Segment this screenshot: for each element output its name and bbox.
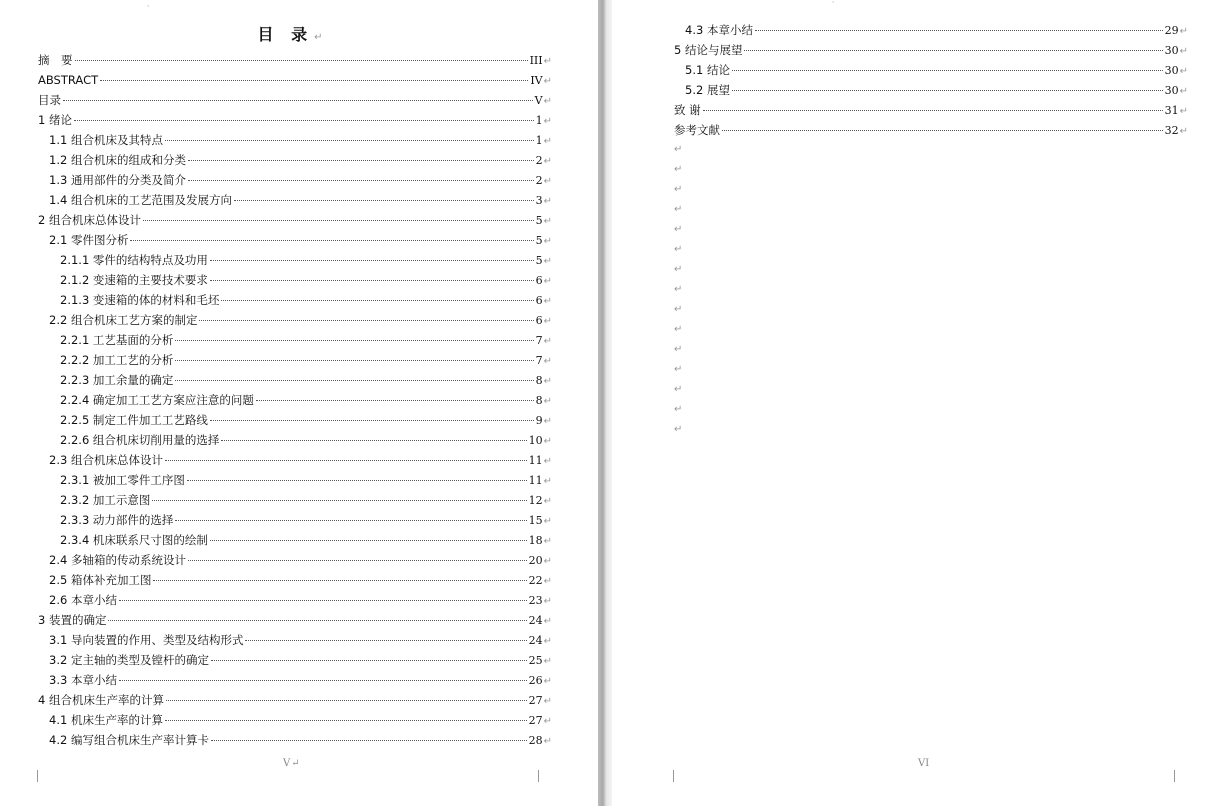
- paragraph-mark-icon: ↵: [543, 616, 552, 627]
- dot-leader: [211, 740, 527, 741]
- paragraph-mark-icon: ↵: [543, 416, 552, 427]
- dot-leader: [744, 50, 1162, 51]
- toc-entry-label: 2.1 零件图分析: [49, 233, 129, 247]
- dot-leader: [166, 700, 527, 701]
- paragraph-mark-icon: ↵: [543, 596, 552, 607]
- toc-entry-label: 4 组合机床生产率的计算: [38, 693, 164, 707]
- paragraph-mark-icon: ↵: [543, 656, 552, 667]
- paragraph-mark-icon: ↵: [543, 56, 552, 67]
- toc-entry[interactable]: [49, 170, 552, 190]
- paragraph-mark-icon: ↵: [543, 676, 552, 687]
- paragraph-mark-icon: ↵: [1179, 126, 1188, 137]
- paragraph-mark-icon: ↵: [543, 196, 552, 207]
- footer-page-number-text: VI: [918, 758, 930, 769]
- toc-entry-page: 9: [535, 414, 543, 427]
- toc-entry[interactable]: [60, 370, 552, 390]
- paragraph-mark-icon: ↵: [543, 116, 552, 127]
- toc-entry-page: 22: [528, 574, 543, 587]
- toc-entry[interactable]: [60, 350, 552, 370]
- paragraph-mark-icon: ↵: [543, 576, 552, 587]
- dot-leader: [188, 160, 534, 161]
- toc-entry-page: 18: [528, 534, 543, 547]
- dot-leader: [119, 680, 527, 681]
- dot-leader: [175, 520, 526, 521]
- toc-entry[interactable]: [49, 450, 552, 470]
- dot-leader: [210, 260, 534, 261]
- toc-entry-label: 4.2 编写组合机床生产率计算卡: [49, 733, 209, 747]
- paragraph-mark-icon: ↵: [543, 516, 552, 527]
- paragraph-mark-icon: ↵: [543, 216, 552, 227]
- toc-title: [0, 22, 580, 45]
- toc-entry-label: 2.2.4 确定加工工艺方案应注意的问题: [60, 393, 254, 407]
- toc-entry-page: 10: [528, 434, 543, 447]
- crop-mark-left: [673, 770, 674, 782]
- top-corner-mark: ': [147, 4, 150, 13]
- toc-entry[interactable]: [49, 590, 552, 610]
- dot-leader: [211, 660, 527, 661]
- toc-entry-label: 5 结论与展望: [674, 43, 743, 57]
- toc-entry[interactable]: [49, 310, 552, 330]
- toc-entry-label: 4.1 机床生产率的计算: [49, 713, 163, 727]
- toc-entry[interactable]: [60, 250, 552, 270]
- toc-entry-page: 15: [528, 514, 543, 527]
- dot-leader: [100, 80, 528, 81]
- toc-entry-page: 2: [535, 154, 543, 167]
- paragraph-mark-icon: ↵: [674, 404, 683, 415]
- paragraph-mark-icon: ↵: [543, 456, 552, 467]
- paragraph-mark-icon: ↵: [674, 284, 683, 295]
- toc-entry[interactable]: [60, 510, 552, 530]
- toc-entry-page: 5: [535, 254, 543, 267]
- toc-entry-label: 2.6 本章小结: [49, 593, 117, 607]
- paragraph-mark-icon: ↵: [674, 264, 683, 275]
- toc-entry-label: 2.1.3 变速箱的体的材料和毛坯: [60, 293, 220, 307]
- toc-entry[interactable]: [685, 60, 1188, 80]
- toc-entry[interactable]: [60, 470, 552, 490]
- toc-entry[interactable]: [674, 40, 1188, 60]
- toc-entry[interactable]: [38, 110, 552, 130]
- toc-entry-label: 目录: [38, 93, 61, 107]
- toc-entry-label: 2.3.1 被加工零件工序图: [60, 473, 185, 487]
- footer-page-number: [283, 758, 300, 769]
- dot-leader: [199, 320, 533, 321]
- dot-leader: [165, 720, 527, 721]
- toc-entry-label: 3 装置的确定: [38, 613, 107, 627]
- paragraph-mark-icon: ↵: [543, 336, 552, 347]
- paragraph-mark-icon: ↵: [543, 476, 552, 487]
- dot-leader: [703, 110, 1163, 111]
- toc-entry-page: 24: [528, 634, 543, 647]
- toc-entry[interactable]: [49, 730, 552, 750]
- toc-entry-page: 8: [535, 394, 543, 407]
- toc-entry-page: 1: [535, 134, 543, 147]
- toc-entry-page: 31: [1164, 104, 1179, 117]
- paragraph-mark-icon: ↵: [543, 256, 552, 267]
- toc-entry-label: 3.1 导向装置的作用、类型及结构形式: [49, 633, 244, 647]
- toc-entry[interactable]: [49, 670, 552, 690]
- dot-leader: [75, 60, 528, 61]
- dot-leader: [153, 580, 526, 581]
- toc-entry[interactable]: [49, 630, 552, 650]
- toc-entry[interactable]: [38, 50, 552, 70]
- dot-leader: [210, 540, 527, 541]
- toc-entry-page: IV: [530, 74, 543, 87]
- paragraph-mark-icon: ↵: [543, 96, 552, 107]
- toc-entry-label: 2.1.1 零件的结构特点及功用: [60, 253, 208, 267]
- dot-leader: [221, 440, 526, 441]
- toc-entry-page: 30: [1164, 64, 1179, 77]
- paragraph-mark-icon: ↵: [543, 556, 552, 567]
- toc-entry-page: 25: [528, 654, 543, 667]
- dot-leader: [175, 380, 533, 381]
- paragraph-mark-icon: ↵: [543, 716, 552, 727]
- dot-leader: [210, 420, 534, 421]
- toc-entry-page: 1: [535, 114, 543, 127]
- paragraph-mark-icon: ↵: [674, 364, 683, 375]
- toc-entry[interactable]: [60, 490, 552, 510]
- dot-leader: [152, 500, 526, 501]
- paragraph-mark-icon: ↵: [291, 758, 300, 769]
- toc-entry[interactable]: [49, 190, 552, 210]
- toc-entry-page: 8: [535, 374, 543, 387]
- toc-entry-page: 6: [535, 314, 543, 327]
- left-page: [0, 0, 598, 806]
- paragraph-mark-icon: ↵: [674, 304, 683, 315]
- toc-entry-page: 5: [535, 214, 543, 227]
- dot-leader: [143, 220, 534, 221]
- toc-entry-page: 30: [1164, 84, 1179, 97]
- toc-entry[interactable]: [60, 330, 552, 350]
- paragraph-mark-icon: ↵: [674, 344, 683, 355]
- toc-entry-page: 32: [1164, 124, 1179, 137]
- toc-entry-label: 3.2 定主轴的类型及镗杆的确定: [49, 653, 209, 667]
- toc-entry-label: 2.1.2 变速箱的主要技术要求: [60, 273, 208, 287]
- toc-entry[interactable]: [49, 550, 552, 570]
- paragraph-mark-icon: ↵: [543, 356, 552, 367]
- paragraph-mark-icon: ↵: [543, 636, 552, 647]
- paragraph-mark-icon: ↵: [674, 324, 683, 335]
- toc-entry[interactable]: [38, 210, 552, 230]
- toc-entry-page: 20: [528, 554, 543, 567]
- toc-entry[interactable]: [49, 150, 552, 170]
- crop-mark-right: [538, 770, 539, 782]
- toc-entry[interactable]: [60, 290, 552, 310]
- crop-mark-left: [37, 770, 38, 782]
- toc-entry[interactable]: [49, 710, 552, 730]
- toc-entry-label: 2.2.3 加工余量的确定: [60, 373, 174, 387]
- toc-entry-label: 致 谢: [674, 103, 701, 117]
- toc-entry-label: 2.3.4 机床联系尺寸图的绘制: [60, 533, 208, 547]
- dot-leader: [234, 200, 534, 201]
- toc-entry-label: 2.2 组合机床工艺方案的制定: [49, 313, 198, 327]
- toc-entry-label: 2.3.3 动力部件的选择: [60, 513, 174, 527]
- dot-leader: [187, 480, 527, 481]
- dot-leader: [732, 90, 1163, 91]
- crop-mark-right: [1174, 770, 1175, 782]
- toc-entry-page: 27: [528, 714, 543, 727]
- paragraph-mark-icon: ↵: [543, 696, 552, 707]
- paragraph-mark-icon: ↵: [543, 396, 552, 407]
- toc-entry-label: 1.1 组合机床及其特点: [49, 133, 163, 147]
- toc-entry-label: 参考文献: [674, 123, 720, 137]
- dot-leader: [108, 620, 526, 621]
- dot-leader: [732, 70, 1163, 71]
- footer-page-number: [918, 758, 929, 769]
- toc-entry-label: 1 绪论: [38, 113, 72, 127]
- paragraph-mark-icon: ↵: [1179, 86, 1188, 97]
- toc-entry-page: 29: [1164, 24, 1179, 37]
- dot-leader: [188, 180, 534, 181]
- dot-leader: [63, 100, 533, 101]
- toc-entry-label: 2.2.5 制定工件加工工艺路线: [60, 413, 208, 427]
- toc-entry-page: 11: [528, 474, 543, 487]
- dot-leader: [722, 130, 1163, 131]
- toc-entry-page: 30: [1164, 44, 1179, 57]
- toc-entry-page: 7: [535, 354, 543, 367]
- toc-entry-page: III: [529, 54, 543, 67]
- paragraph-mark-icon: ↵: [543, 536, 552, 547]
- paragraph-mark-icon: ↵: [543, 136, 552, 147]
- toc-entry[interactable]: [60, 430, 552, 450]
- paragraph-mark-icon: ↵: [1179, 106, 1188, 117]
- dot-leader: [188, 560, 527, 561]
- toc-entry-page: 24: [528, 614, 543, 627]
- dot-leader: [175, 360, 533, 361]
- toc-entry[interactable]: [674, 120, 1188, 140]
- dot-leader: [165, 140, 534, 141]
- paragraph-mark-icon: ↵: [543, 76, 552, 87]
- toc-entry[interactable]: [60, 390, 552, 410]
- paragraph-mark-icon: ↵: [543, 436, 552, 447]
- toc-entry-label: 1.2 组合机床的组成和分类: [49, 153, 186, 167]
- paragraph-mark-icon: ↵: [543, 176, 552, 187]
- dot-leader: [74, 120, 534, 121]
- toc-entry-page: 3: [535, 194, 543, 207]
- toc-entry-page: 12: [528, 494, 543, 507]
- toc-entry-page: 7: [535, 334, 543, 347]
- toc-entry-label: 2.4 多轴箱的传动系统设计: [49, 553, 186, 567]
- toc-entry[interactable]: [38, 70, 552, 90]
- paragraph-mark-icon: ↵: [543, 156, 552, 167]
- toc-entry[interactable]: [38, 690, 552, 710]
- toc-entry-page: 26: [528, 674, 543, 687]
- toc-entry[interactable]: [674, 100, 1188, 120]
- toc-entry-label: 1.3 通用部件的分类及简介: [49, 173, 186, 187]
- paragraph-mark-icon: ↵: [1179, 26, 1188, 37]
- toc-entry-label: 2.3.2 加工示意图: [60, 493, 151, 507]
- toc-entry[interactable]: [685, 20, 1188, 40]
- toc-entry-label: 4.3 本章小结: [685, 23, 753, 37]
- right-page: [612, 0, 1216, 806]
- toc-entry-label: 5.2 展望: [685, 83, 730, 97]
- toc-entry-page: 2: [535, 174, 543, 187]
- toc-entry[interactable]: [38, 610, 552, 630]
- toc-entry[interactable]: [49, 230, 552, 250]
- dot-leader: [755, 30, 1163, 31]
- dot-leader: [130, 240, 533, 241]
- paragraph-mark-icon: ↵: [314, 32, 323, 43]
- toc-entry-label: 2.3 组合机床总体设计: [49, 453, 163, 467]
- paragraph-mark-icon: ↵: [543, 496, 552, 507]
- toc-entry[interactable]: [49, 570, 552, 590]
- toc-entry-label: 2.2.1 工艺基面的分析: [60, 333, 174, 347]
- paragraph-mark-icon: ↵: [674, 224, 683, 235]
- paragraph-mark-icon: ↵: [543, 236, 552, 247]
- paragraph-mark-icon: ↵: [543, 276, 552, 287]
- dot-leader: [175, 340, 533, 341]
- toc-entry[interactable]: [38, 90, 552, 110]
- page-gutter: [598, 0, 612, 806]
- toc-entry[interactable]: [60, 270, 552, 290]
- dot-leader: [245, 640, 526, 641]
- paragraph-mark-icon: ↵: [674, 424, 683, 435]
- toc-entry[interactable]: [49, 130, 552, 150]
- toc-entry-label: 2.2.2 加工工艺的分析: [60, 353, 174, 367]
- toc-entry-page: V: [534, 94, 543, 107]
- toc-entry-page: 23: [528, 594, 543, 607]
- dot-leader: [165, 460, 527, 461]
- toc-entry-page: 28: [528, 734, 543, 747]
- toc-entry-page: 11: [528, 454, 543, 467]
- dot-leader: [210, 280, 534, 281]
- dot-leader: [119, 600, 527, 601]
- toc-entry-label: 1.4 组合机床的工艺范围及发展方向: [49, 193, 232, 207]
- toc-entry-page: 6: [535, 294, 543, 307]
- paragraph-mark-icon: ↵: [543, 316, 552, 327]
- paragraph-mark-icon: ↵: [543, 296, 552, 307]
- toc-entry-label: 5.1 结论: [685, 63, 730, 77]
- toc-entry[interactable]: [685, 80, 1188, 100]
- paragraph-mark-icon: ↵: [543, 376, 552, 387]
- top-corner-mark: ': [832, 0, 835, 9]
- toc-entry[interactable]: [60, 410, 552, 430]
- toc-entry-label: 3.3 本章小结: [49, 673, 117, 687]
- toc-entry-label: 2.5 箱体补充加工图: [49, 573, 152, 587]
- paragraph-mark-icon: ↵: [674, 244, 683, 255]
- dot-leader: [256, 400, 534, 401]
- paragraph-mark-icon: ↵: [1179, 66, 1188, 77]
- toc-entry-label: 摘 要: [38, 53, 73, 67]
- toc-entry-page: 6: [535, 274, 543, 287]
- paragraph-mark-icon: ↵: [674, 384, 683, 395]
- paragraph-mark-icon: ↵: [674, 204, 683, 215]
- paragraph-mark-icon: ↵: [674, 164, 683, 175]
- toc-entry[interactable]: [60, 530, 552, 550]
- toc-title-text: 目 录: [257, 25, 314, 44]
- footer-page-number-text: V: [283, 758, 291, 769]
- dot-leader: [221, 300, 533, 301]
- paragraph-mark-icon: ↵: [543, 736, 552, 747]
- toc-entry-label: 2 组合机床总体设计: [38, 213, 141, 227]
- toc-entry-page: 5: [535, 234, 543, 247]
- paragraph-mark-icon: ↵: [674, 144, 683, 155]
- toc-entry[interactable]: [49, 650, 552, 670]
- paragraph-mark-icon: ↵: [674, 184, 683, 195]
- toc-entry-page: 27: [528, 694, 543, 707]
- toc-entry-label: ABSTRACT: [38, 73, 99, 87]
- paragraph-mark-icon: ↵: [1179, 46, 1188, 57]
- toc-entry-label: 2.2.6 组合机床切削用量的选择: [60, 433, 220, 447]
